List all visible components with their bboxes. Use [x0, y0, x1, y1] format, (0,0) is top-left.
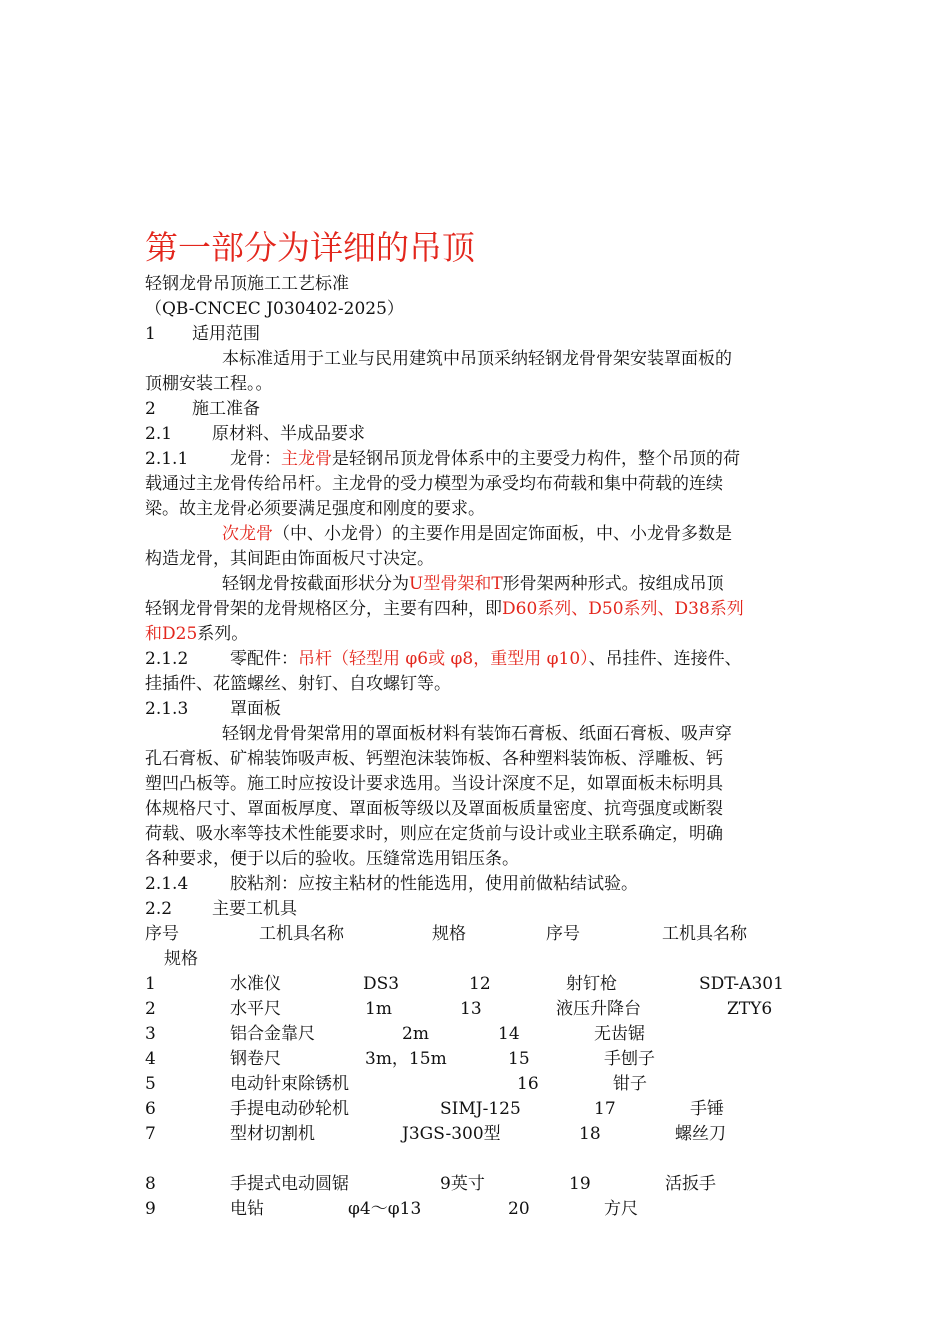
section-2-1-4-number: 2.1.4: [145, 874, 189, 894]
section-2-1-3-heading: 罩面板: [230, 699, 281, 719]
keel-types-b: 形骨架两种形式。按组成吊顶: [502, 574, 724, 594]
panel-text-line3: 塑凹凸板等。施工时应按设计要求选用。当设计深度不足，如罩面板未标明具: [145, 774, 723, 794]
table-cell: 手提电动砂轮机: [230, 1099, 349, 1119]
secondary-keel-line2: 构造龙骨，其间距由饰面板尺寸决定。: [145, 549, 434, 569]
table-cell: 1m: [365, 999, 392, 1019]
table-header-no-1: 序号: [145, 924, 179, 944]
section-2-1-1-line1: [230, 447, 740, 472]
table-cell: 电钻: [230, 1199, 264, 1219]
section-2-1-3-number: 2.1.3: [145, 699, 189, 719]
keel-lead: 龙骨：: [230, 449, 281, 469]
table-cell: 水准仪: [230, 974, 281, 994]
keel-types-line2: [145, 597, 744, 622]
section-2-1-1-line3: 梁。故主龙骨必须要满足强度和刚度的要求。: [145, 499, 485, 519]
table-cell: 18: [579, 1124, 601, 1144]
section-2-1-number: 2.1: [145, 424, 173, 444]
secondary-keel-text: （中、小龙骨）的主要作用是固定饰面板，中、小龙骨多数是: [273, 524, 732, 544]
table-cell: 19: [569, 1174, 591, 1194]
section-2-1-heading: 原材料、半成品要求: [212, 424, 365, 444]
table-header-name-2: 工机具名称: [662, 924, 747, 944]
table-cell: 手锤: [690, 1099, 724, 1119]
table-cell: 2m: [402, 1024, 429, 1044]
table-cell: 20: [508, 1199, 530, 1219]
section-2-1-1-line2: 载通过主龙骨传给吊杆。主龙骨的受力模型为承受均布荷载和集中荷载的连续: [145, 474, 723, 494]
table-cell: 9英寸: [440, 1174, 485, 1194]
table-header-name-1: 工机具名称: [259, 924, 344, 944]
table-cell: 铝合金靠尺: [230, 1024, 315, 1044]
table-cell: 射钉枪: [566, 974, 617, 994]
table-cell: φ4～φ13: [348, 1199, 422, 1219]
table-cell: 3: [145, 1024, 156, 1044]
keel-types-highlight: U型骨架和T: [409, 574, 503, 594]
table-cell: 14: [498, 1024, 520, 1044]
table-cell: 1: [145, 974, 156, 994]
table-cell: 9: [145, 1199, 156, 1219]
table-cell: 13: [460, 999, 482, 1019]
table-cell: 活扳手: [665, 1174, 716, 1194]
keel-series-end: 系列。: [197, 624, 249, 644]
table-cell: 12: [469, 974, 491, 994]
table-cell: J3GS-300型: [402, 1124, 501, 1144]
panel-text-line4: 体规格尺寸、罩面板厚度、罩面板等级以及罩面板质量密度、抗弯强度或断裂: [145, 799, 723, 819]
section-2-heading: 施工准备: [192, 399, 260, 419]
table-header-no-2: 序号: [546, 924, 580, 944]
panel-text-line1: 轻钢龙骨骨架常用的罩面板材料有装饰石膏板、纸面石膏板、吸声穿: [222, 724, 732, 744]
table-cell: 16: [517, 1074, 539, 1094]
main-keel-highlight: 主龙骨: [281, 449, 332, 469]
table-cell: 3m，15m: [365, 1049, 447, 1069]
section-1-text-line2: 顶棚安装工程。。: [145, 374, 273, 394]
fittings-text: 、吊挂件、连接件、: [588, 649, 742, 669]
table-cell: 手刨子: [604, 1049, 655, 1069]
table-cell: 8: [145, 1174, 156, 1194]
keel-types-a: 轻钢龙骨按截面形状分为: [222, 574, 409, 594]
table-cell: ZTY6: [727, 999, 773, 1019]
fittings-lead: 零配件：: [230, 649, 298, 669]
keel-types-line3: [145, 622, 248, 647]
table-cell: 水平尺: [230, 999, 281, 1019]
page-title: 第一部分为详细的吊顶: [145, 228, 475, 267]
table-cell: 2: [145, 999, 156, 1019]
section-2-2-number: 2.2: [145, 899, 173, 919]
keel-series-highlight-2: 和D25: [145, 624, 198, 644]
table-cell: 型材切割机: [230, 1124, 315, 1144]
main-keel-text: 是轻钢吊顶龙骨体系中的主要受力构件，整个吊顶的荷: [332, 449, 740, 469]
section-1-heading: 适用范围: [192, 324, 260, 344]
section-2-1-2-number: 2.1.2: [145, 649, 189, 669]
table-cell: 液压升降台: [556, 999, 641, 1019]
section-1-text-line1: 本标准适用于工业与民用建筑中吊顶采纳轻钢龙骨骨架安装罩面板的: [222, 349, 732, 369]
table-cell: 4: [145, 1049, 156, 1069]
table-cell: 电动针束除锈机: [230, 1074, 349, 1094]
keel-series-highlight: D60系列、D50系列、D38系列: [502, 599, 744, 619]
section-1-number: 1: [145, 324, 156, 344]
section-2-1-2-line1: [230, 647, 742, 672]
secondary-keel-line1: [222, 522, 732, 547]
table-cell: 方尺: [604, 1199, 638, 1219]
table-cell: 17: [594, 1099, 616, 1119]
table-cell: 钳子: [613, 1074, 647, 1094]
table-cell: SDT-A301: [699, 974, 784, 994]
standard-title: 轻钢龙骨吊顶施工工艺标准: [145, 274, 349, 294]
table-header-spec-1: 规格: [432, 924, 466, 944]
table-cell: SIMJ-125: [440, 1099, 521, 1119]
panel-text-line2: 孔石膏板、矿棉装饰吸声板、钙塑泡沫装饰板、各种塑料装饰板、浮雕板、钙: [145, 749, 723, 769]
section-2-1-4-text: 胶粘剂：应按主粘材的性能选用，使用前做粘结试验。: [230, 874, 638, 894]
keel-types-line1: [222, 572, 724, 597]
table-cell: 无齿锯: [594, 1024, 645, 1044]
table-cell: 15: [508, 1049, 530, 1069]
panel-text-line6: 各种要求，便于以后的验收。压缝常选用铝压条。: [145, 849, 519, 869]
panel-text-line5: 荷载、吸水率等技术性能要求时，则应在定货前与设计或业主联系确定，明确: [145, 824, 723, 844]
hanger-rod-highlight: 吊杆（轻型用 φ6或 φ8，重型用 φ10）: [298, 649, 589, 669]
table-cell: 螺丝刀: [675, 1124, 726, 1144]
section-2-1-2-line2: 挂插件、花篮螺丝、射钉、自攻螺钉等。: [145, 674, 451, 694]
table-header-spec-2: 规格: [164, 949, 198, 969]
table-cell: 手提式电动圆锯: [230, 1174, 349, 1194]
section-2-2-heading: 主要工机具: [212, 899, 297, 919]
table-cell: DS3: [363, 974, 400, 994]
section-2-1-1-number: 2.1.1: [145, 449, 189, 469]
table-cell: 6: [145, 1099, 156, 1119]
table-cell: 钢卷尺: [230, 1049, 281, 1069]
secondary-keel-highlight: 次龙骨: [222, 524, 273, 544]
table-cell: 7: [145, 1124, 156, 1144]
keel-spec-text: 轻钢龙骨骨架的龙骨规格区分，主要有四种，即: [145, 599, 502, 619]
standard-code: （QB-CNCEC J030402-2025）: [145, 299, 404, 319]
section-2-number: 2: [145, 399, 156, 419]
table-cell: 5: [145, 1074, 156, 1094]
